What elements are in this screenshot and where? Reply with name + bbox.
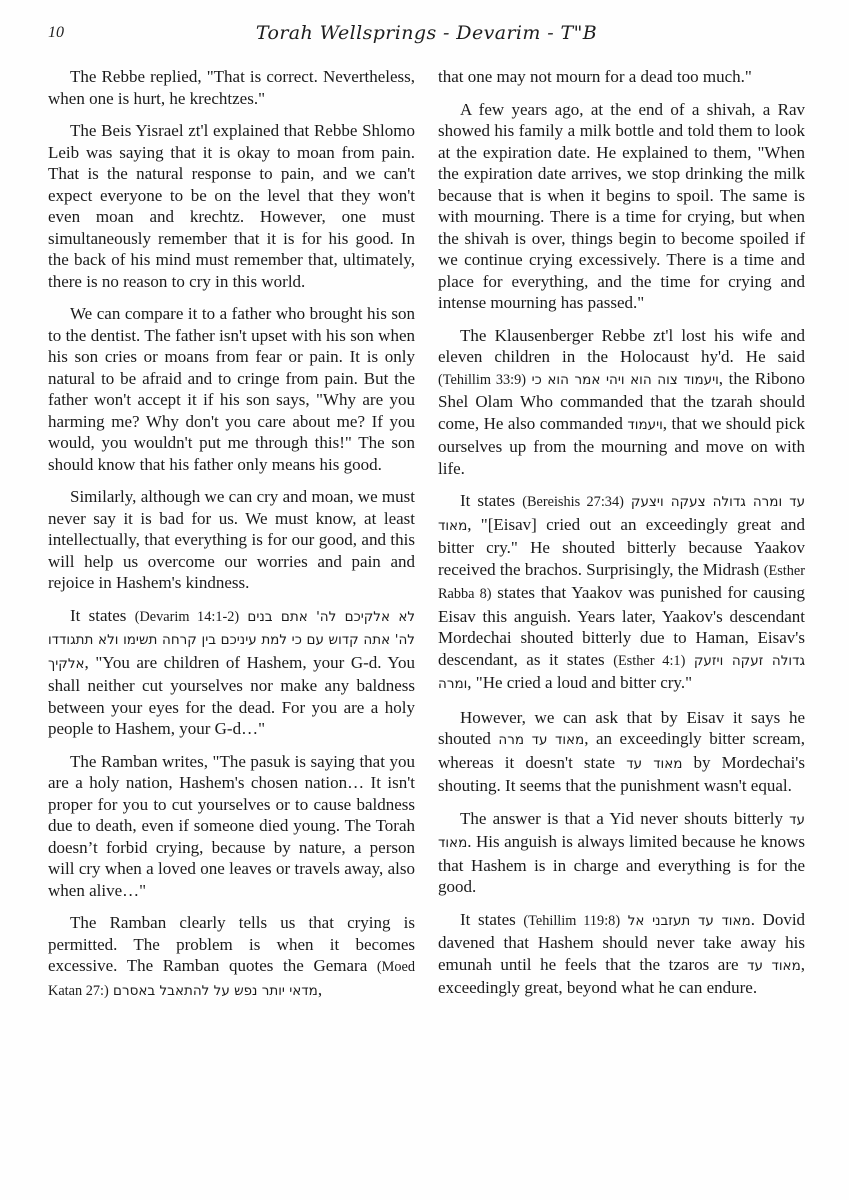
hebrew-word: גדולה bbox=[712, 494, 746, 510]
hebrew-word: צוה bbox=[657, 371, 678, 388]
column-right bbox=[438, 66, 805, 1013]
paragraph bbox=[438, 909, 805, 999]
english-text: The answer is that a Yid never shouts bitterly bbox=[460, 808, 790, 828]
paragraph bbox=[438, 490, 805, 696]
hebrew-word: אמר bbox=[574, 371, 601, 388]
hebrew-word: מאוד bbox=[653, 755, 683, 772]
paragraph bbox=[48, 486, 415, 594]
hebrew-word: כי bbox=[531, 371, 542, 388]
citation: (Esther 4:1) bbox=[613, 652, 686, 669]
english-text: We can compare it to a father who brought his son to the dentist. The father isn't upset with his son when his son cries or moans from fear or pain. It is only natural to be afraid and to cringe from pain. But the father won't accept it if his son says, "Why are you harming me? Why don't you care about me? If you would, you wouldn't put me through this!" The son should know that his father only means his good. bbox=[48, 304, 415, 474]
citation: (Moed Katan 27:) bbox=[48, 959, 415, 999]
english-text: , bbox=[317, 979, 323, 999]
hebrew-word: תתגודדו bbox=[48, 632, 94, 648]
hebrew-word: יותר bbox=[261, 982, 285, 999]
hebrew-word: הוא bbox=[547, 371, 569, 388]
hebrew-word: אתה bbox=[363, 632, 391, 648]
hebrew-word: הוא bbox=[630, 371, 652, 388]
english-text: It states bbox=[70, 605, 135, 625]
hebrew-word: ולא bbox=[98, 632, 119, 648]
hebrew-word: ויהי bbox=[605, 371, 625, 388]
hebrew-word: עד bbox=[789, 494, 806, 510]
hebrew-text bbox=[498, 732, 584, 748]
english-text: states that Yaakov was punished for causing Eisav this anguish. Years later, Yaakov's descendant Mordechai shouted bitterly due to Haman, Eisav's descendant, as it states bbox=[438, 583, 805, 669]
english-text: by Mordechai's shouting. It seems that the punishment wasn't equal. bbox=[438, 752, 805, 795]
paragraph bbox=[48, 120, 415, 292]
english-text: , that we should pick ourselves up from the mourning and move on with life. bbox=[438, 413, 805, 478]
hebrew-word: מאוד bbox=[438, 835, 468, 851]
hebrew-word: באסרם bbox=[113, 982, 156, 999]
hebrew-word: אל bbox=[627, 912, 645, 929]
hebrew-word: לה' bbox=[394, 632, 415, 648]
paragraph bbox=[438, 66, 805, 88]
hebrew-word: ויעמוד bbox=[683, 371, 719, 388]
hebrew-word: מאוד bbox=[771, 957, 801, 974]
english-text bbox=[620, 910, 628, 929]
english-text: , "You are children of Hashem, your G-d. You shall neither cut yourselves nor make any baldness between your eyes for the dead. For you are a holy people to Hashem, your G-d…" bbox=[48, 652, 415, 738]
hebrew-word: ומרה bbox=[752, 494, 783, 510]
english-text: The Beis Yisrael zt'l explained that Rebbe Shlomo Leib was saying that it is okay to moan from pain. That is the natural response to pain, and we can't expect everyone to be on the level that they won't even moan and krechtz. However, one must simultaneously remember that it is for his good. In the back of his mind must remember that, ultimately, there is no reason to cry in this world. bbox=[48, 121, 415, 291]
citation: (Tehillim 119:8) bbox=[523, 912, 621, 929]
english-text: , "[Eisav] cried out an exceedingly great and bitter cry." He shouted bitterly because Yaakov received the brachos. Surprisingly, the Midrash bbox=[438, 514, 805, 579]
hebrew-word: אלקיכם bbox=[344, 608, 391, 625]
english-text: The Rebbe replied, "That is correct. Nevertheless, when one is hurt, he krechtzes." bbox=[48, 67, 415, 108]
hebrew-word: אתם bbox=[280, 608, 308, 625]
hebrew-word: מאוד bbox=[554, 732, 585, 748]
hebrew-word: מאוד bbox=[721, 912, 751, 929]
english-text bbox=[685, 650, 694, 669]
hebrew-word: תשימו bbox=[123, 632, 158, 648]
hebrew-word: מרה bbox=[498, 732, 525, 748]
english-text: It states bbox=[460, 491, 523, 510]
hebrew-text bbox=[747, 958, 801, 974]
hebrew-word: נפש bbox=[234, 982, 258, 999]
english-text: , exceedingly great, beyond what he can endure. bbox=[438, 954, 805, 997]
hebrew-word: זעקה bbox=[731, 652, 764, 669]
hebrew-word: אלקיך bbox=[48, 655, 85, 672]
page-number: 10 bbox=[48, 24, 64, 41]
hebrew-word: עם bbox=[306, 632, 324, 648]
hebrew-text bbox=[113, 983, 318, 999]
hebrew-word: לה' bbox=[316, 608, 337, 625]
english-text: The Klausenberger Rebbe zt'l lost his wife and eleven children in the Holocaust hy'd. He said bbox=[438, 325, 805, 366]
hebrew-word: ויעמוד bbox=[627, 416, 663, 433]
hebrew-word: כי bbox=[291, 632, 302, 648]
english-text: However, we can ask that by Eisav it says he shouted bbox=[438, 707, 805, 748]
paragraph bbox=[48, 912, 415, 1002]
english-text: The Ramban writes, "The pasuk is saying that you are a holy nation, Hashem's chosen nation… It isn't proper for you to cut yourselves or to cause baldness due to death, even if someone died young. The Torah doesn’t forbid crying, because by nature, a person will cry when a loved one leaves or travels away, also when alive…" bbox=[48, 751, 415, 900]
paragraph bbox=[438, 325, 805, 480]
hebrew-word: עד bbox=[747, 957, 763, 974]
hebrew-word: עד bbox=[789, 811, 805, 828]
hebrew-word: ויצעק bbox=[630, 494, 664, 510]
hebrew-word: להתאבל bbox=[159, 982, 210, 999]
hebrew-word: קרחה bbox=[162, 632, 197, 648]
english-text: . His anguish is always limited because he knows that Hashem is in charge and everything is for the good. bbox=[438, 832, 805, 896]
english-text: , the Ribono Shel Olam Who commanded that the tzarah should come, He also commanded bbox=[438, 368, 805, 433]
hebrew-word: עד bbox=[626, 755, 643, 772]
english-text: , "He cried a loud and bitter cry." bbox=[467, 673, 693, 692]
hebrew-word: למת bbox=[261, 632, 288, 648]
column-left bbox=[48, 66, 415, 1013]
hebrew-word: מדאי bbox=[289, 982, 318, 999]
hebrew-word: עיניכם bbox=[220, 632, 257, 648]
paragraph bbox=[438, 808, 805, 898]
hebrew-text bbox=[626, 756, 682, 772]
citation: (Devarim 14:1-2) bbox=[134, 608, 240, 625]
hebrew-word: לא bbox=[398, 608, 416, 625]
english-text: , an exceedingly bitter scream, whereas it doesn't state bbox=[438, 729, 805, 772]
hebrew-word: עד bbox=[697, 912, 714, 929]
english-text bbox=[624, 491, 631, 510]
paragraph bbox=[48, 751, 415, 902]
citation: (Bereishis 27:34) bbox=[522, 494, 624, 510]
hebrew-word: קדוש bbox=[328, 632, 359, 648]
hebrew-text bbox=[628, 913, 751, 929]
english-text: A few years ago, at the end of a shivah, a Rav showed his family a milk bottle and told them to look at the expiration date. He explained to them, "When the expiration date arrives, we stop drinking the milk because that is when it begins to spoil. The same is with mourning. There is a time for crying, but when the shivah is over, things begin to become spoiled if we continue crying excessively. There is a time and place for everything, and the time for crying and intense mourning has passed." bbox=[438, 99, 805, 312]
page-content bbox=[48, 66, 805, 1013]
english-text: Similarly, although we can cry and moan, we must never say it is bad for us. We must know, at least intellectually, that everything is for our good, and this will help us overcome our worries and pain and rejoice in Hashem's kindness. bbox=[48, 487, 415, 592]
paragraph bbox=[438, 707, 805, 797]
hebrew-word: ויזעק bbox=[693, 652, 724, 669]
hebrew-word: עד bbox=[531, 732, 548, 748]
hebrew-word: על bbox=[213, 982, 230, 999]
paragraph bbox=[438, 99, 805, 314]
hebrew-word: בנים bbox=[247, 608, 273, 625]
english-text: . Dovid davened that Hashem should never take away his emunah until he feels that the tzaros are bbox=[438, 909, 806, 974]
paragraph bbox=[48, 605, 415, 740]
citation: (Esther Rabba 8) bbox=[438, 562, 805, 602]
english-text: that one may not mourn for a dead too much." bbox=[438, 67, 752, 86]
hebrew-text bbox=[532, 372, 719, 388]
hebrew-word: בין bbox=[201, 632, 217, 648]
hebrew-word: תעזבני bbox=[652, 912, 691, 929]
paragraph bbox=[48, 303, 415, 475]
hebrew-text bbox=[627, 417, 662, 433]
hebrew-word: גדולה bbox=[771, 652, 806, 669]
english-text: It states bbox=[460, 909, 524, 929]
hebrew-word: צעקה bbox=[670, 494, 706, 510]
paragraph bbox=[48, 66, 415, 109]
page-header bbox=[48, 22, 805, 48]
hebrew-word: ומרה bbox=[438, 676, 468, 692]
citation: (Tehillim 33:9) bbox=[438, 371, 527, 388]
page-title: Torah Wellsprings - Devarim - T"B bbox=[255, 22, 598, 44]
hebrew-word: מאוד bbox=[438, 517, 468, 534]
english-text: The Ramban clearly tells us that crying is permitted. The problem is when it becomes excessive. The Ramban quotes the Gemara bbox=[48, 913, 415, 975]
